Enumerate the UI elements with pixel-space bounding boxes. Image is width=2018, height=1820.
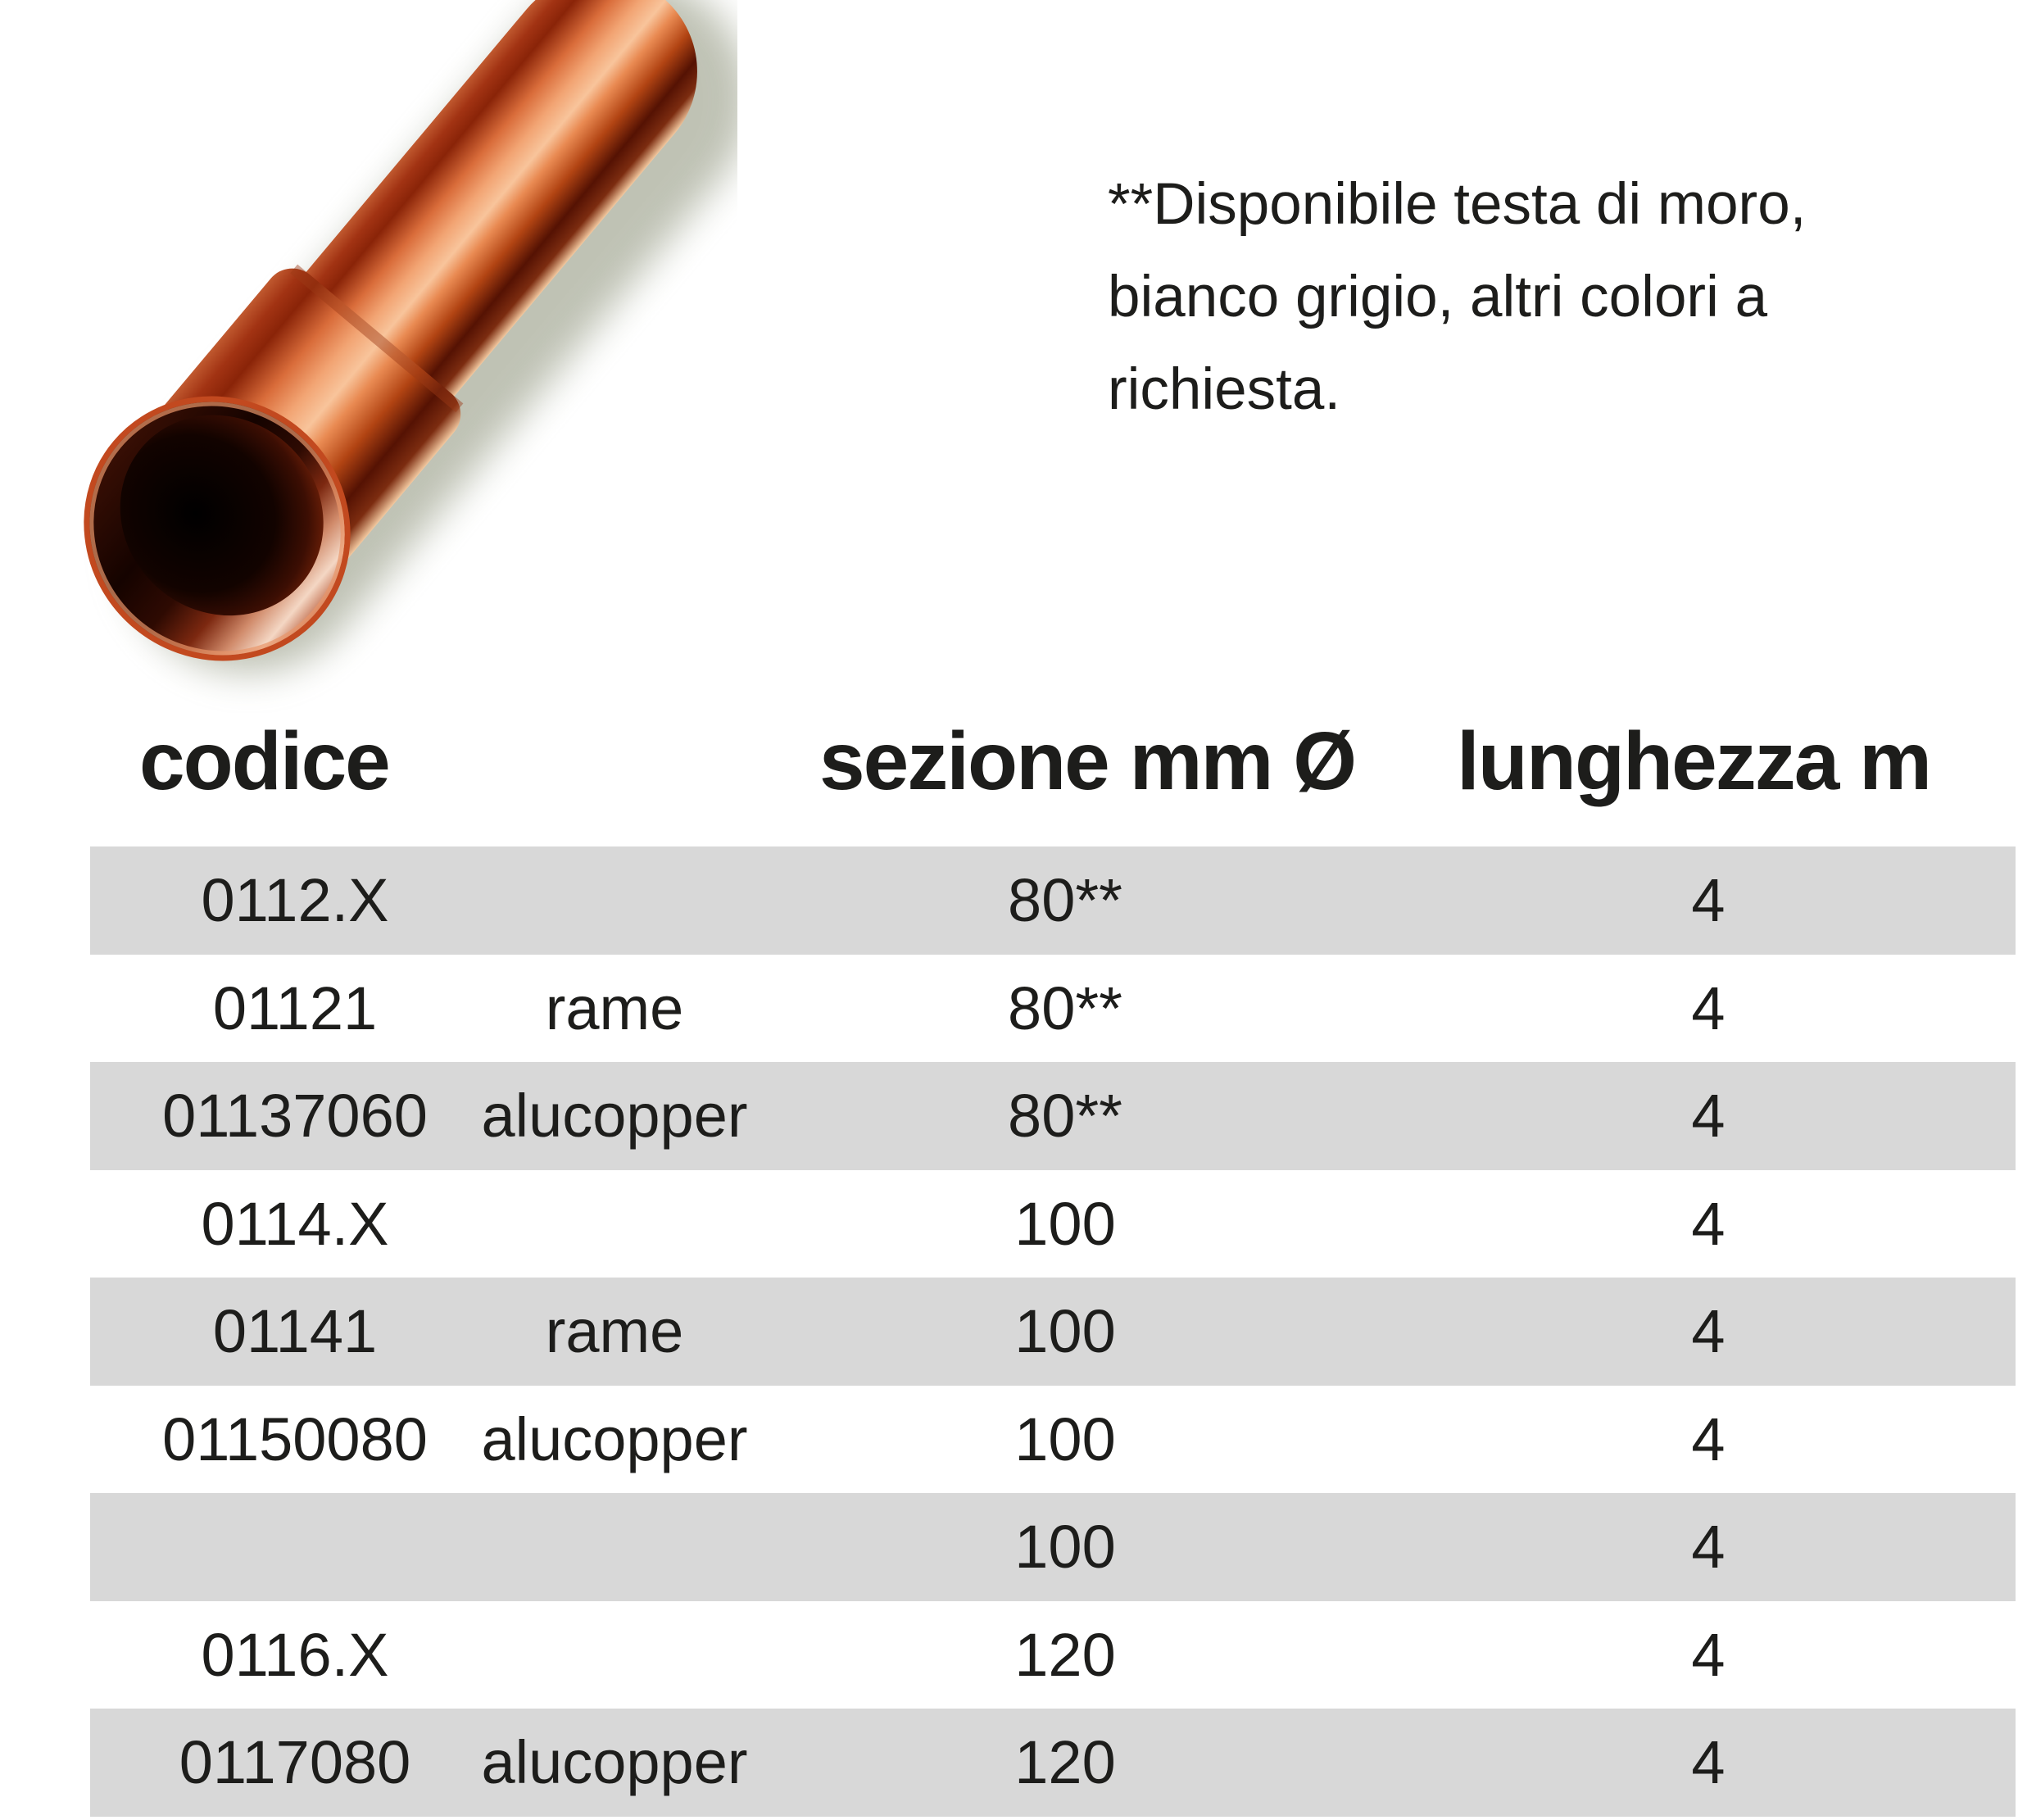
note-line: **Disponibile testa di moro,: [1108, 172, 1807, 237]
table-row: [90, 1062, 2016, 1170]
cell-lunghezza: 4: [1691, 1405, 1726, 1473]
table-row: [90, 1278, 2016, 1386]
header-codice: codice: [139, 715, 389, 807]
cell-sezione: 120: [1014, 1728, 1116, 1797]
product-table: [90, 846, 2016, 1817]
cell-lunghezza: 4: [1691, 1620, 1726, 1689]
cell-sezione: 100: [1014, 1189, 1116, 1258]
cell-sezione: 80**: [1008, 866, 1122, 935]
cell-codice: 0116.X: [201, 1620, 389, 1689]
table-row: [90, 1386, 2016, 1494]
cell-sezione: 100: [1014, 1405, 1116, 1473]
copper-pipe-image: [0, 0, 737, 713]
cell-materiale: [500, 1493, 729, 1601]
cell-materiale: [500, 846, 729, 955]
header-lunghezza: lunghezza m: [1457, 715, 1931, 807]
table-row: [90, 1601, 2016, 1709]
cell-lunghezza: 4: [1691, 1189, 1726, 1258]
cell-materiale: [500, 1170, 729, 1278]
cell-codice: 01150080: [162, 1405, 428, 1473]
cell-materiale: alucopper: [481, 1728, 748, 1797]
cell-sezione: 120: [1014, 1620, 1116, 1689]
cell-sezione: 100: [1014, 1297, 1116, 1366]
cell-codice: [90, 1493, 500, 1601]
cell-codice: 0114.X: [201, 1189, 389, 1258]
cell-materiale: alucopper: [481, 1082, 748, 1151]
cell-lunghezza: 4: [1691, 1297, 1726, 1366]
cell-codice: 01121: [212, 974, 378, 1042]
table-row: [90, 1170, 2016, 1278]
cell-codice: 0112.X: [201, 866, 389, 935]
table-row: [90, 1493, 2016, 1601]
cell-codice: 0117080: [179, 1728, 411, 1797]
availability-note: [1108, 158, 2018, 436]
cell-sezione: 100: [1014, 1513, 1116, 1582]
cell-materiale: rame: [545, 1297, 684, 1366]
cell-sezione: 80**: [1008, 974, 1122, 1042]
cell-lunghezza: 4: [1691, 866, 1726, 935]
cell-lunghezza: 4: [1691, 1728, 1726, 1797]
table-row: [90, 955, 2016, 1063]
cell-lunghezza: 4: [1691, 1082, 1726, 1151]
header-sezione: sezione mm Ø: [819, 715, 1355, 807]
note-line: richiesta.: [1108, 357, 1341, 422]
note-line: bianco grigio, altri colori a: [1108, 265, 1768, 329]
cell-materiale: [500, 1601, 729, 1709]
cell-lunghezza: 4: [1691, 974, 1726, 1042]
copper-pipe-svg: [0, 0, 737, 713]
cell-sezione: 80**: [1008, 1082, 1122, 1151]
table-row: [90, 1709, 2016, 1817]
cell-materiale: rame: [545, 974, 684, 1042]
cell-codice: 01137060: [162, 1082, 428, 1151]
cell-codice: 01141: [212, 1297, 378, 1366]
table-row: [90, 846, 2016, 955]
cell-lunghezza: 4: [1691, 1513, 1726, 1582]
cell-materiale: alucopper: [481, 1405, 748, 1473]
